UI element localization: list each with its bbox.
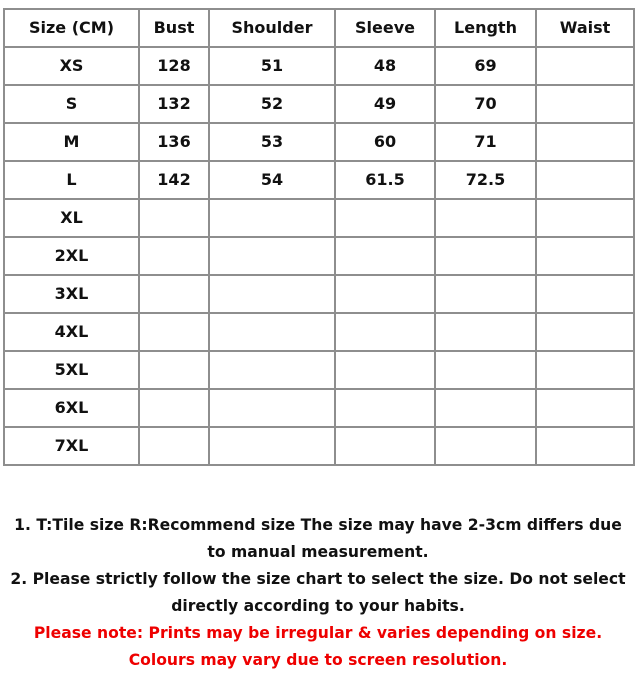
cell-bust: 136 xyxy=(139,123,209,161)
cell-length: 70 xyxy=(435,85,536,123)
cell-bust xyxy=(139,237,209,275)
cell-length: 69 xyxy=(435,47,536,85)
header-waist: Waist xyxy=(536,9,634,47)
cell-waist xyxy=(536,237,634,275)
cell-waist xyxy=(536,313,634,351)
header-size: Size (CM) xyxy=(4,9,139,47)
cell-size: 5XL xyxy=(4,351,139,389)
cell-bust xyxy=(139,313,209,351)
cell-shoulder: 51 xyxy=(209,47,335,85)
cell-size: 2XL xyxy=(4,237,139,275)
cell-waist xyxy=(536,427,634,465)
size-table xyxy=(3,8,635,466)
header-shoulder: Shoulder xyxy=(209,9,335,47)
cell-waist xyxy=(536,351,634,389)
table-header-row xyxy=(4,9,634,47)
notes-section xyxy=(0,512,636,674)
table-row xyxy=(4,199,634,237)
table-row xyxy=(4,85,634,123)
cell-bust xyxy=(139,199,209,237)
cell-sleeve xyxy=(335,351,435,389)
table-row xyxy=(4,427,634,465)
cell-shoulder xyxy=(209,237,335,275)
table-row xyxy=(4,313,634,351)
cell-shoulder xyxy=(209,313,335,351)
cell-bust xyxy=(139,275,209,313)
cell-waist xyxy=(536,389,634,427)
cell-sleeve: 48 xyxy=(335,47,435,85)
cell-sleeve: 61.5 xyxy=(335,161,435,199)
cell-length xyxy=(435,351,536,389)
cell-bust: 128 xyxy=(139,47,209,85)
cell-bust: 142 xyxy=(139,161,209,199)
cell-size: L xyxy=(4,161,139,199)
cell-waist xyxy=(536,199,634,237)
warning-line-2: Colours may vary due to screen resolution. xyxy=(128,651,508,669)
cell-size: 6XL xyxy=(4,389,139,427)
cell-length xyxy=(435,275,536,313)
cell-bust xyxy=(139,351,209,389)
cell-sleeve xyxy=(335,389,435,427)
cell-waist xyxy=(536,275,634,313)
cell-sleeve xyxy=(335,275,435,313)
note-1-line-1: 1. T:Tile size R:Recommend size The size may have 2-3cm differs due xyxy=(14,516,622,534)
note-1-line-2: to manual measurement. xyxy=(207,543,429,561)
cell-length xyxy=(435,199,536,237)
cell-size: 4XL xyxy=(4,313,139,351)
cell-waist xyxy=(536,85,634,123)
cell-size: XL xyxy=(4,199,139,237)
cell-bust: 132 xyxy=(139,85,209,123)
cell-length: 72.5 xyxy=(435,161,536,199)
note-2-line-1: 2. Please strictly follow the size chart to select the size. Do not select xyxy=(10,570,626,588)
cell-length xyxy=(435,237,536,275)
cell-shoulder xyxy=(209,275,335,313)
cell-size: 7XL xyxy=(4,427,139,465)
table-row xyxy=(4,351,634,389)
cell-length xyxy=(435,389,536,427)
cell-bust xyxy=(139,427,209,465)
cell-length xyxy=(435,313,536,351)
cell-sleeve xyxy=(335,199,435,237)
cell-size: S xyxy=(4,85,139,123)
cell-shoulder: 53 xyxy=(209,123,335,161)
cell-waist xyxy=(536,123,634,161)
table-row xyxy=(4,237,634,275)
note-2-line-2: directly according to your habits. xyxy=(171,597,465,615)
table-row xyxy=(4,161,634,199)
cell-size: 3XL xyxy=(4,275,139,313)
cell-sleeve: 60 xyxy=(335,123,435,161)
cell-waist xyxy=(536,47,634,85)
cell-bust xyxy=(139,389,209,427)
cell-waist xyxy=(536,161,634,199)
header-length: Length xyxy=(435,9,536,47)
cell-shoulder xyxy=(209,427,335,465)
cell-shoulder: 52 xyxy=(209,85,335,123)
cell-sleeve xyxy=(335,237,435,275)
cell-length xyxy=(435,427,536,465)
cell-length: 71 xyxy=(435,123,536,161)
cell-sleeve: 49 xyxy=(335,85,435,123)
cell-shoulder xyxy=(209,389,335,427)
cell-sleeve xyxy=(335,313,435,351)
cell-size: M xyxy=(4,123,139,161)
header-bust: Bust xyxy=(139,9,209,47)
cell-sleeve xyxy=(335,427,435,465)
cell-shoulder xyxy=(209,199,335,237)
cell-shoulder: 54 xyxy=(209,161,335,199)
table-row xyxy=(4,275,634,313)
cell-shoulder xyxy=(209,351,335,389)
table-row xyxy=(4,123,634,161)
warning-line-1: Please note: Prints may be irregular & varies depending on size. xyxy=(33,624,603,642)
header-sleeve: Sleeve xyxy=(335,9,435,47)
cell-size: XS xyxy=(4,47,139,85)
table-row xyxy=(4,47,634,85)
table-row xyxy=(4,389,634,427)
